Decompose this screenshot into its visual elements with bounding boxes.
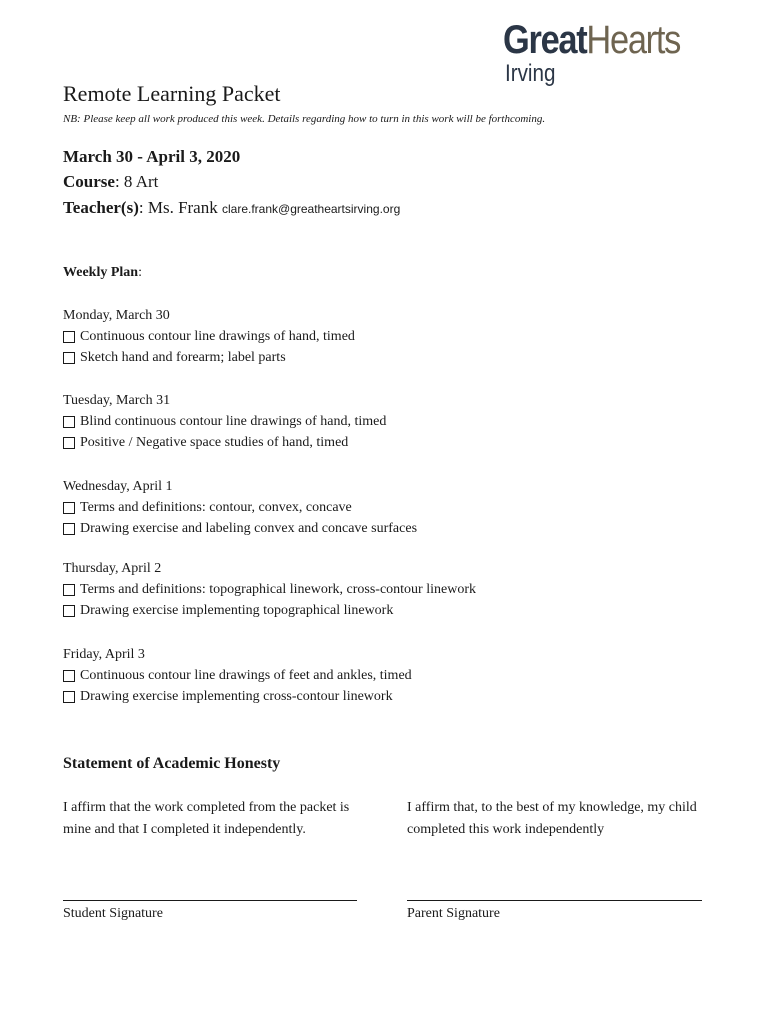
student-signature-line[interactable] — [63, 900, 357, 901]
task-item — [63, 497, 563, 518]
week-dates: March 30 - April 3, 2020 — [63, 147, 241, 166]
weekly-plan-heading — [63, 264, 142, 282]
task-label: Sketch hand and forearm; label parts — [80, 350, 286, 365]
day-heading: Tuesday, March 31 — [63, 393, 171, 408]
task-label: Blind continuous contour line drawings of hand, timed — [80, 414, 387, 429]
task-item — [63, 326, 563, 347]
task-label: Terms and definitions: contour, convex, concave — [80, 500, 352, 515]
task-label: Continuous contour line drawings of hand, timed — [80, 329, 355, 344]
task-item — [63, 518, 563, 539]
task-checkbox[interactable] — [63, 331, 75, 343]
greathearts-logo — [503, 18, 713, 90]
parent-signature-label: Parent Signature — [407, 906, 500, 921]
course-line — [63, 171, 158, 193]
day-heading: Friday, April 3 — [63, 647, 145, 662]
task-checkbox[interactable] — [63, 437, 75, 449]
task-item — [63, 686, 563, 707]
weekly-plan-colon: : — [138, 265, 142, 280]
logo-hearts-text: Hearts — [586, 18, 680, 62]
logo-campus-text: Irving — [505, 60, 556, 87]
student-affirmation: I affirm that the work completed from the packet is mine and that I completed it independently. — [63, 800, 350, 837]
logo-wordmark — [503, 18, 680, 62]
task-checkbox[interactable] — [63, 416, 75, 428]
day-wednesday — [63, 476, 563, 539]
day-tuesday — [63, 390, 563, 453]
task-label: Drawing exercise implementing cross-contour linework — [80, 689, 393, 704]
task-checkbox[interactable] — [63, 670, 75, 682]
teacher-email: clare.frank@greatheartsirving.org — [221, 202, 401, 216]
task-checkbox[interactable] — [63, 584, 75, 596]
task-checkbox[interactable] — [63, 605, 75, 617]
student-signature-label: Student Signature — [63, 906, 163, 921]
weekly-plan-label: Weekly Plan — [63, 265, 139, 280]
task-label: Drawing exercise and labeling convex and concave surfaces — [80, 521, 418, 536]
course-label: Course — [63, 172, 115, 191]
task-item — [63, 411, 563, 432]
packet-note: NB: Please keep all work produced this week. Details regarding how to turn in this work will be forthcoming. — [63, 113, 546, 125]
day-monday — [63, 305, 563, 368]
task-item — [63, 665, 563, 686]
day-heading: Wednesday, April 1 — [63, 479, 173, 494]
day-heading: Monday, March 30 — [63, 308, 170, 323]
task-label: Positive / Negative space studies of hand, timed — [80, 435, 349, 450]
page-title: Remote Learning Packet — [63, 81, 281, 106]
day-friday — [63, 644, 563, 707]
task-item — [63, 347, 563, 368]
task-item — [63, 600, 563, 621]
task-label: Drawing exercise implementing topographical linework — [80, 603, 394, 618]
logo-great-text: Great — [503, 18, 587, 62]
day-heading: Thursday, April 2 — [63, 561, 162, 576]
task-checkbox[interactable] — [63, 691, 75, 703]
task-label: Continuous contour line drawings of feet and ankles, timed — [80, 668, 412, 683]
task-checkbox[interactable] — [63, 523, 75, 535]
parent-signature-line[interactable] — [407, 900, 702, 901]
day-thursday — [63, 558, 563, 621]
task-item — [63, 432, 563, 453]
teacher-line — [63, 197, 400, 220]
honesty-heading: Statement of Academic Honesty — [63, 755, 281, 772]
teacher-label: Teacher(s) — [63, 198, 139, 217]
task-checkbox[interactable] — [63, 502, 75, 514]
task-label: Terms and definitions: topographical linework, cross-contour linework — [80, 582, 476, 597]
course-value: : 8 Art — [114, 172, 159, 191]
task-item — [63, 579, 563, 600]
parent-affirmation: I affirm that, to the best of my knowledge, my child completed this work independently — [407, 800, 697, 837]
teacher-name: : Ms. Frank — [138, 198, 218, 217]
task-checkbox[interactable] — [63, 352, 75, 364]
